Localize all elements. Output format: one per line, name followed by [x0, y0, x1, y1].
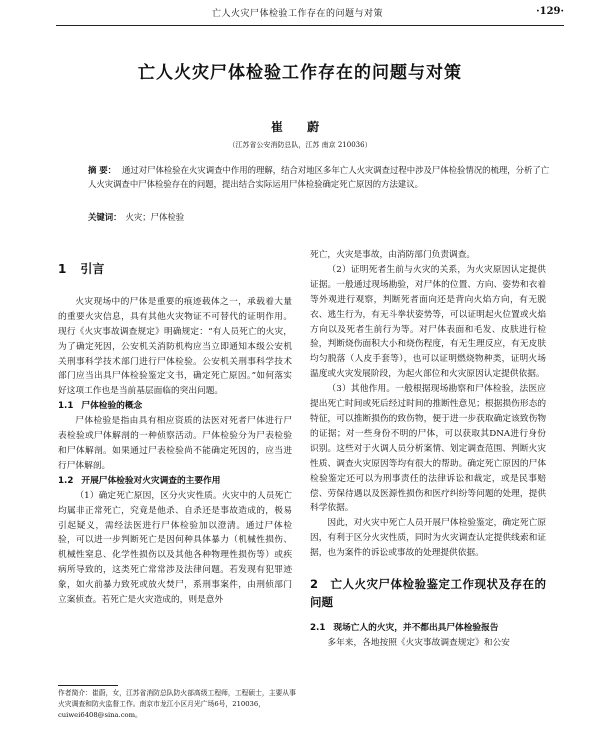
header-rule: [56, 25, 564, 26]
section-heading-1: [58, 262, 292, 277]
subsection-heading-2-1: [310, 621, 546, 636]
abstract: [88, 163, 552, 191]
paragraph: （3）其他作用。一般根据现场勘察和尸体检验，法医应提出死亡时间或死后经过时间的推断性意见；根据损伤形态的特征，可以推断损伤的致伤物，便于进一步获取确定该致伤物的证据；对一些身份不明的尸体，可以获取其DNA进行身份识别。这些对于火调人员分析案情、划定调查范围、判断火灾性质、调查火灾原因等均有很大的帮助。确定死亡原因的尸体检验鉴定还可以为刑事责任的法律诉讼和裁定，或是民事赔偿、劳保待遇以及医源性损伤和医疗纠纷等问题的处理，提供科学依据。: [310, 384, 546, 514]
paragraph: 多年来，各地按照《火灾事故调查规定》和公安: [327, 637, 510, 648]
author-name: 崔 蔚: [270, 120, 330, 134]
subsection-heading-1-2: [58, 474, 292, 489]
subsection-heading-1-1: [58, 399, 292, 414]
footnote-rule: [58, 685, 118, 686]
subsection-title: 现场亡人的火灾，并不都出具尸体检验报告: [333, 623, 499, 634]
section-title: 引言: [80, 262, 105, 276]
abstract-text: 通过对尸体检验在火灾调查中作用的理解，结合对地区多年亡人火灾调查过程中涉及尸体检验情况的梳理，分析了亡人火灾调查中尸体检验存在的问题，提出结合实际运用尸体检验确定死亡原因的方法建议。: [88, 165, 550, 189]
subsection-number: 1.2: [58, 475, 74, 486]
subsection-title: 尸体检验的概念: [81, 401, 143, 412]
author-affiliation: （江苏省公安消防总队，江苏 南京 210036）: [228, 141, 372, 149]
keywords: [88, 211, 184, 223]
paragraph: 因此，对火灾中死亡人员开展尸体检验鉴定，确定死亡原因，有利于区分火灾性质，同时为火灾调查认定提供线索和证据，也为案件的诉讼或事故的处理提供依据。: [310, 518, 546, 559]
section-number: 2: [310, 577, 319, 592]
paragraph: 尸体检验是指由具有相应资质的法医对死者尸体进行尸表检验或尸体解剖的一种侦察活动。尸体检验分为尸表检验和尸体解剖。如果通过尸表检验尚不能确定死因的，应当进行尸体解剖。: [58, 416, 292, 471]
right-column: [310, 248, 546, 651]
paragraph: 火灾现场中的尸体是重要的痕迹载体之一，承载着大量的重要火灾信息，具有其他火灾物证不可替代的证明作用。现行《火灾事故调查规定》明确规定：“有人员死亡的火灾，为了确定死因，公安机关消防机构应当立即通知本级公安机关刑事科学技术部门进行尸体检验。公安机关刑事科学技术部门应当出具尸体检验鉴定文书，确定死亡原因。”如何落实好这项工作也是当前基层面临的突出问题。: [58, 296, 292, 397]
keywords-label: 关键词：: [88, 212, 122, 222]
section-title: 亡人火灾尸体检验鉴定工作现状及存在的问题: [310, 577, 546, 610]
paragraph: 死亡，火灾是事故，由消防部门负责调查。: [310, 250, 476, 260]
keywords-text: 火灾；尸体检验: [125, 212, 185, 222]
article-title: 亡人火灾尸体检验工作存在的问题与对策: [138, 63, 462, 83]
left-column: [58, 262, 292, 608]
paragraph: （1）确定死亡原因，区分火灾性质。火灾中的人员死亡均属非正常死亡，究竟是他杀、自杀还是事故造成的，极易引起疑义，需经法医进行尸体检验加以澄清。通过尸体检验，可以进一步判断死亡是因何种具体暴力（机械性损伤、机械性窒息、化学性损伤以及其他各种物理性损伤等）或疾病所导致的，这类死亡常常涉及法律问题。若发现有犯罪迹象，如火前暴力致死或放火焚尸，系刑事案件，由刑侦部门立案侦查。若死亡是火灾造成的，则是意外: [58, 490, 292, 606]
running-title: 亡人火灾尸体检验工作存在的问题与对策: [212, 9, 384, 19]
section-heading-2: [310, 575, 546, 611]
subsection-number: 1.1: [58, 401, 74, 412]
author-footnote: 作者简介：崔蔚，女，江苏省消防总队防火部高级工程师，工程硕士，主要从事火灾调查和防火监督工作。南京市龙江小区月光广场6号，210036，cuiwei6408@sina.com。: [58, 689, 296, 719]
abstract-label: 摘 要：: [88, 165, 117, 175]
page-number: ·129·: [536, 6, 564, 17]
paragraph: （2）证明死者生前与火灾的关系，为火灾原因认定提供证据。一般通过现场勘验，对尸体的位置、方向、姿势和衣着等外观进行观察，判断死者面向还是背向火焰方向，有无脱衣、逃生行为，有无斗拳状姿势等，可以证明起火位置或火焰方向以及死者生前行为等。对尸体表面和毛发、皮肤进行检验，判断烧伤面积大小和烧伤程度，有无生理反应，有无皮肤均匀脱落（人皮手套等），也可以证明燃烧物种类，证明火场温度或火灾发展阶段，为起火部位和火灾原因认定提供依据。: [310, 264, 546, 380]
running-header: [0, 6, 600, 20]
subsection-number: 2.1: [310, 623, 326, 634]
section-number: 1: [58, 262, 67, 276]
subsection-title: 开展尸体检验对火灾调查的主要作用: [81, 475, 221, 486]
